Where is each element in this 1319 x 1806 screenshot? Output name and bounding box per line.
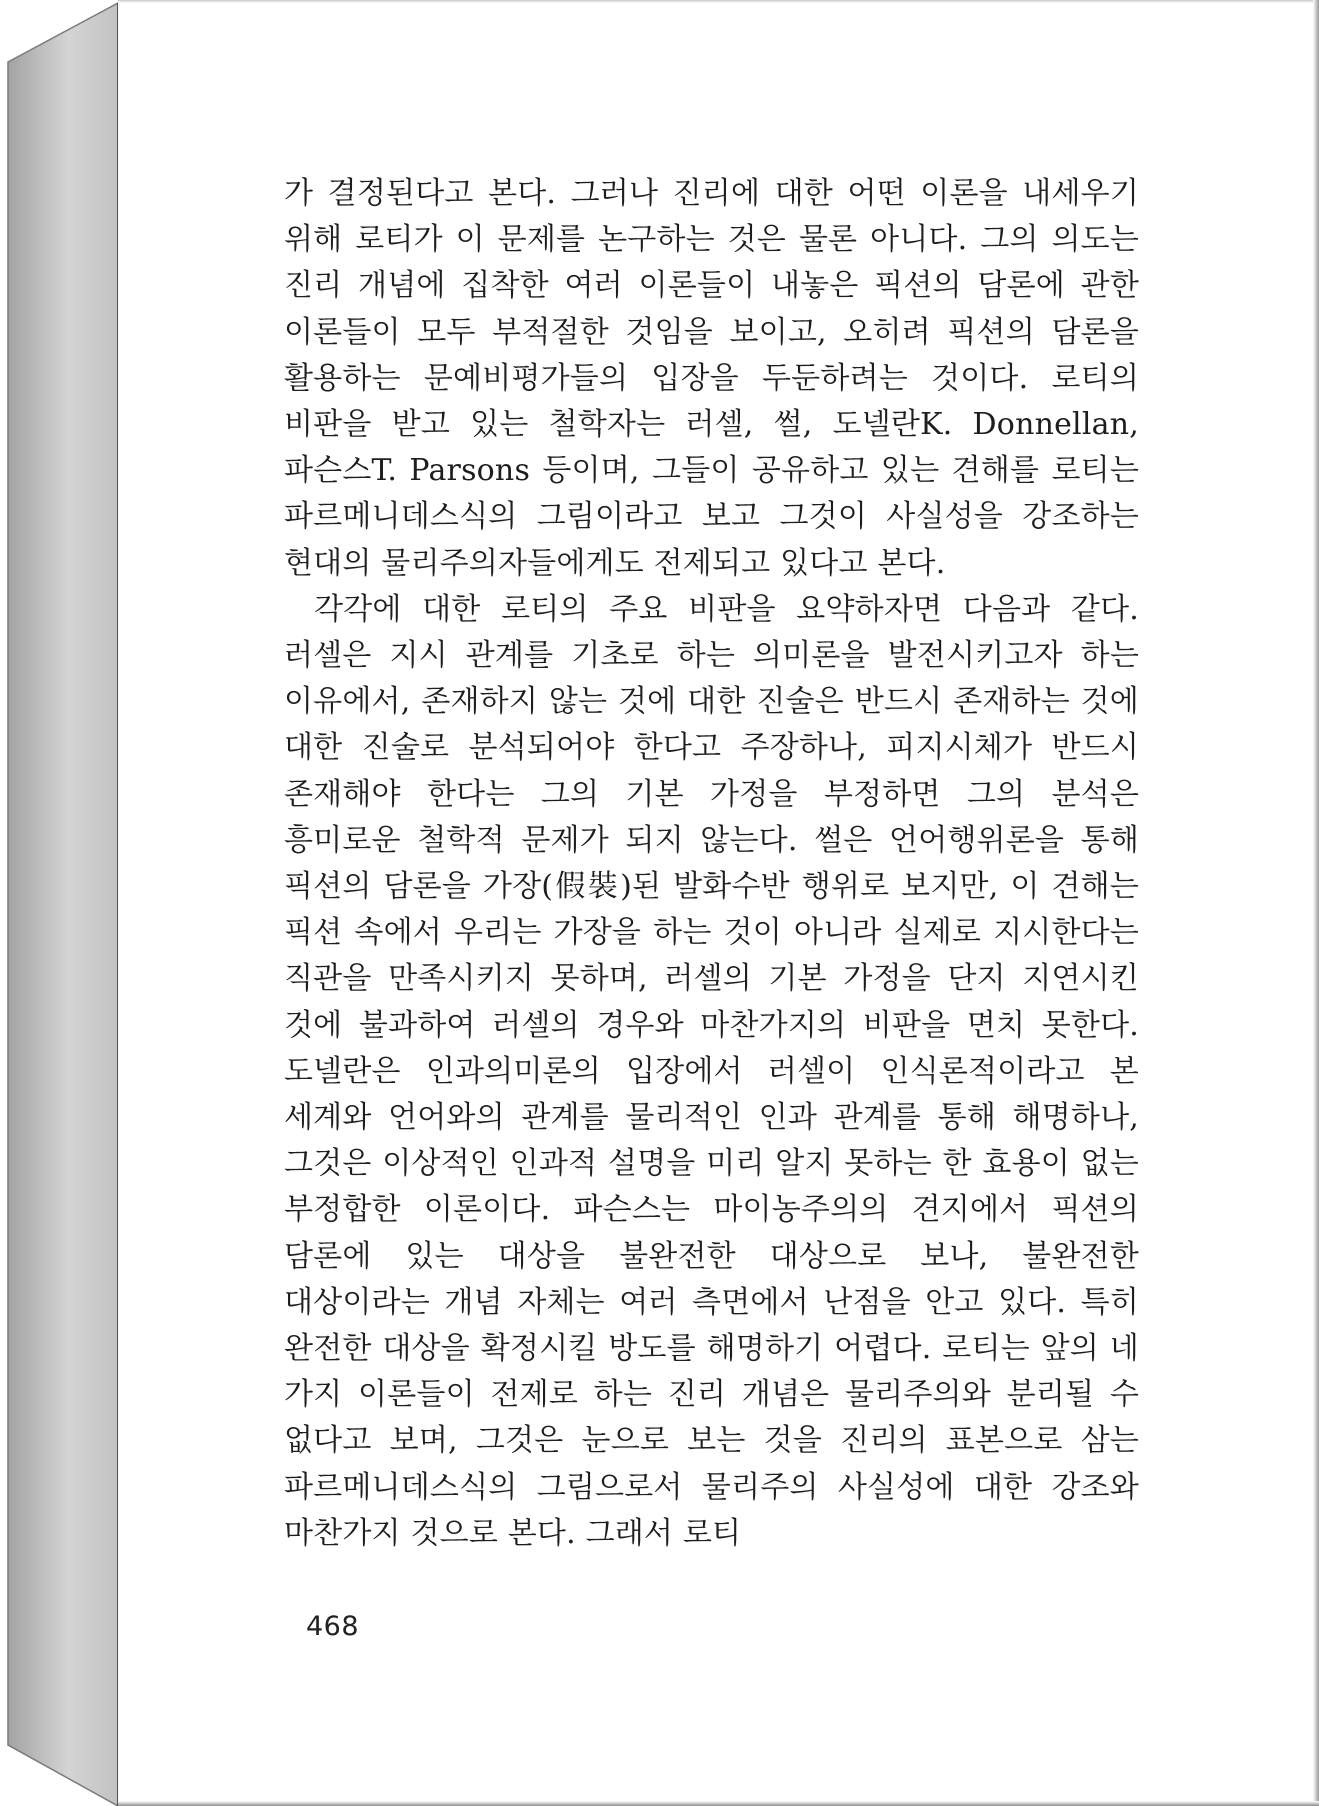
book-spine-graphic: [0, 0, 125, 1806]
paragraph-2: 각각에 대한 로티의 주요 비판을 요약하자면 다음과 같다. 러셀은 지시 관계를 기초로 하는 의미론을 발전시키고자 하는 이유에서, 존재하지 않는 것에 대한 진술은 반드시 존재하는 것에 대한 진술로 분석되어야 한다고 주장하나, 피지시체가 반드시 존재해야 한다는 그의 기본 가정을 부정하면 그의 분석은 흥미로운 철학적 문제가 되지 않는다. 썰은 언어행위론을 통해 픽션의 담론을 가장(假裝)된 발화수반 행위로 보지만, 이 견해는 픽션 속에서 우리는 가장을 하는 것이 아니라 실제로 지시한다는 직관을 만족시키지 못하며, 러셀의 기본 가정을 단지 지연시킨 것에 불과하여 러셀의 경우와 마찬가지의 비판을 면치 못한다. 도넬란은 인과의미론의 입장에서 러셀이 인식론적이라고 본 세계와 언어와의 관계를 물리적인 인과 관계를 통해 해명하나, 그것은 이상적인 인과적 설명을 미리 알지 못하는 한 효용이 없는 부정합한 이론이다. 파슨스는 마이농주의의 견지에서 픽션의 담론에 있는 대상을 불완전한 대상으로 보나, 불완전한 대상이라는 개념 자체는 여러 측면에서 난점을 안고 있다. 특히 완전한 대상을 확정시킬 방도를 해명하기 어렵다. 로티는 앞의 네 가지 이론들이 전제로 하는 진리 개념은 물리주의와 분리될 수 없다고 보며, 그것은 눈으로 보는 것을 진리의 표본으로 삼는 파르메니데스식의 그림으로서 물리주의 사실성에 대한 강조와 마찬가지 것으로 본다. 그래서 로티: [284, 591, 1139, 1551]
page-top-edge: [118, 0, 1319, 3]
page-right-edge: [1313, 0, 1319, 1806]
page-number: 468: [306, 1611, 360, 1642]
page-bottom-edge: [118, 1801, 1319, 1806]
body-text: [284, 171, 1139, 1557]
paragraph-1: 가 결정된다고 본다. 그러나 진리에 대한 어떤 이론을 내세우기 위해 로티가 이 문제를 논구하는 것은 물론 아니다. 그의 의도는 진리 개념에 집착한 여러 이론들이 내놓은 픽션의 담론에 관한 이론들이 모두 부적절한 것임을 보이고, 오히려 픽션의 담론을 활용하는 문예비평가들의 입장을 두둔하려는 것이다. 로티의 비판을 받고 있는 철학자는 러셀, 썰, 도넬란K. Donnellan, 파슨스T. Parsons 등이며, 그들이 공유하고 있는 견해를 로티는 파르메니데스식의 그림이라고 보고 그것이 사실성을 강조하는 현대의 물리주의자들에게도 전제되고 있다고 본다.: [284, 176, 1139, 581]
book-spine: [0, 0, 125, 1806]
